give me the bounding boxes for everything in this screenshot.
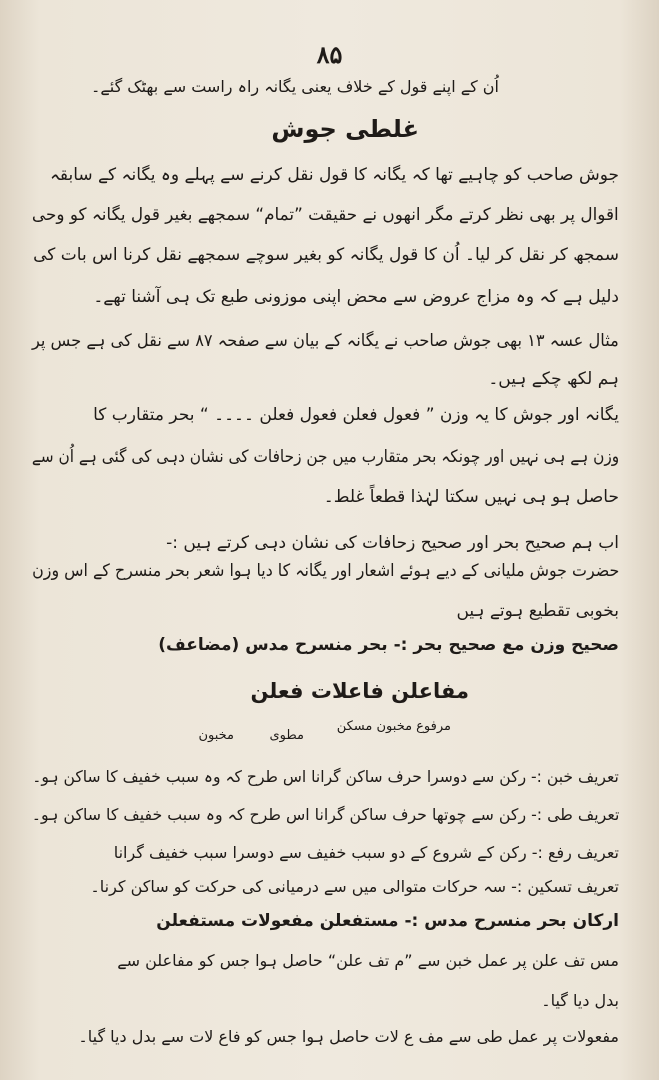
meter-label: مرفوع مخبون مسکن xyxy=(336,719,451,734)
text-line: وزن ہے ہی نہیں اور چونکہ بحر متقارب میں جن زحافات کی نشان دہی کی گئی ہے اُن سے xyxy=(31,447,619,467)
text-line: حاصل ہو ہی نہیں سکتا لہٰذا قطعاً غلط۔ xyxy=(323,487,619,507)
text-line: ارکان بحر منسرح مدس :- مستفعلن مفعولات مستفعلن xyxy=(156,911,619,931)
text-line: تعریف طی :- رکن سے چوتھا حرف ساکن گرانا اس طرح کہ وہ سبب خفیف کا ساکن ہو۔ xyxy=(31,805,619,824)
meter-label: مطوی xyxy=(269,728,304,743)
text-line: یگانہ اور جوش کا یہ وزن ” فعول فعلن فعول فعلن ۔۔۔۔ “ بحر متقارب کا xyxy=(93,405,619,425)
text-line: بدل دیا گیا۔ xyxy=(541,991,619,1010)
meter-label: مخبون xyxy=(198,728,234,743)
section-heading: غلطی جوش xyxy=(271,115,419,143)
text-line: اب ہم صحیح بحر اور صحیح زحافات کی نشان دہی کرتے ہیں :- xyxy=(166,533,619,553)
text-line: مس تف علن پر عمل خبن سے ”م تف علن“ حاصل ہوا جس کو مفاعلن سے xyxy=(117,951,619,970)
text-line: جوش صاحب کو چاہیے تھا کہ یگانہ کا قول نقل کرنے سے پہلے وہ یگانہ کے سابقہ xyxy=(49,165,619,185)
text-line: دلیل ہے کہ وہ مزاج عروض سے محض اپنی موزونی طبع تک ہی آشنا تھے۔ xyxy=(93,287,619,307)
page-number: ۸۵ xyxy=(316,40,343,69)
text-line: سمجھ کر نقل کر لیا۔ اُن کا قول یگانہ کو بغیر سوچے سمجھے نقل کرنا اس بات کی xyxy=(33,245,619,265)
text-line: ہم لکھ چکے ہیں۔ xyxy=(488,369,619,389)
meter-formula: مفاعلن فاعلات فعلن xyxy=(250,679,469,703)
text-line: صحیح وزن مع صحیح بحر :- بحر منسرح مدس (مضاعف) xyxy=(158,635,619,655)
text-line: بخوبی تقطیع ہوتے ہیں xyxy=(456,601,619,621)
text-line: حضرت جوش ملیانی کے دیے ہوئے اشعار اور یگانہ کا دیا ہوا شعر بحر منسرح کے اس وزن xyxy=(31,561,619,581)
text-line: تعریف خبن :- رکن سے دوسرا حرف ساکن گرانا اس طرح کہ وہ سبب خفیف کا ساکن ہو۔ xyxy=(32,767,619,786)
text-line: تعریف تسکین :- سہ حرکات متوالی میں سے درمیانی کی حرکت کو ساکن کرنا۔ xyxy=(90,877,619,896)
text-line: مفعولات پر عمل طی سے مف ع لات حاصل ہوا جس کو فاع لات سے بدل دیا گیا۔ xyxy=(78,1027,619,1046)
text-line: اقوال پر بھی نظر کرتے مگر انھوں نے حقیقت ”تمام“ سمجھے بغیر قول یگانہ کو وحی xyxy=(32,205,619,225)
text-line: مثال عسہ ۱۳ بھی جوش صاحب نے یگانہ کے بیان سے صفحہ ۸۷ سے نقل کی ہے جس پر xyxy=(32,331,619,351)
text-line: اُن کے اپنے قول کے خلاف یعنی یگانہ راہ راست سے بھٹک گئے۔ xyxy=(91,77,499,96)
text-line: تعریف رفع :- رکن کے شروع کے دو سبب خفیف سے دوسرا سبب خفیف گرانا xyxy=(113,843,619,862)
